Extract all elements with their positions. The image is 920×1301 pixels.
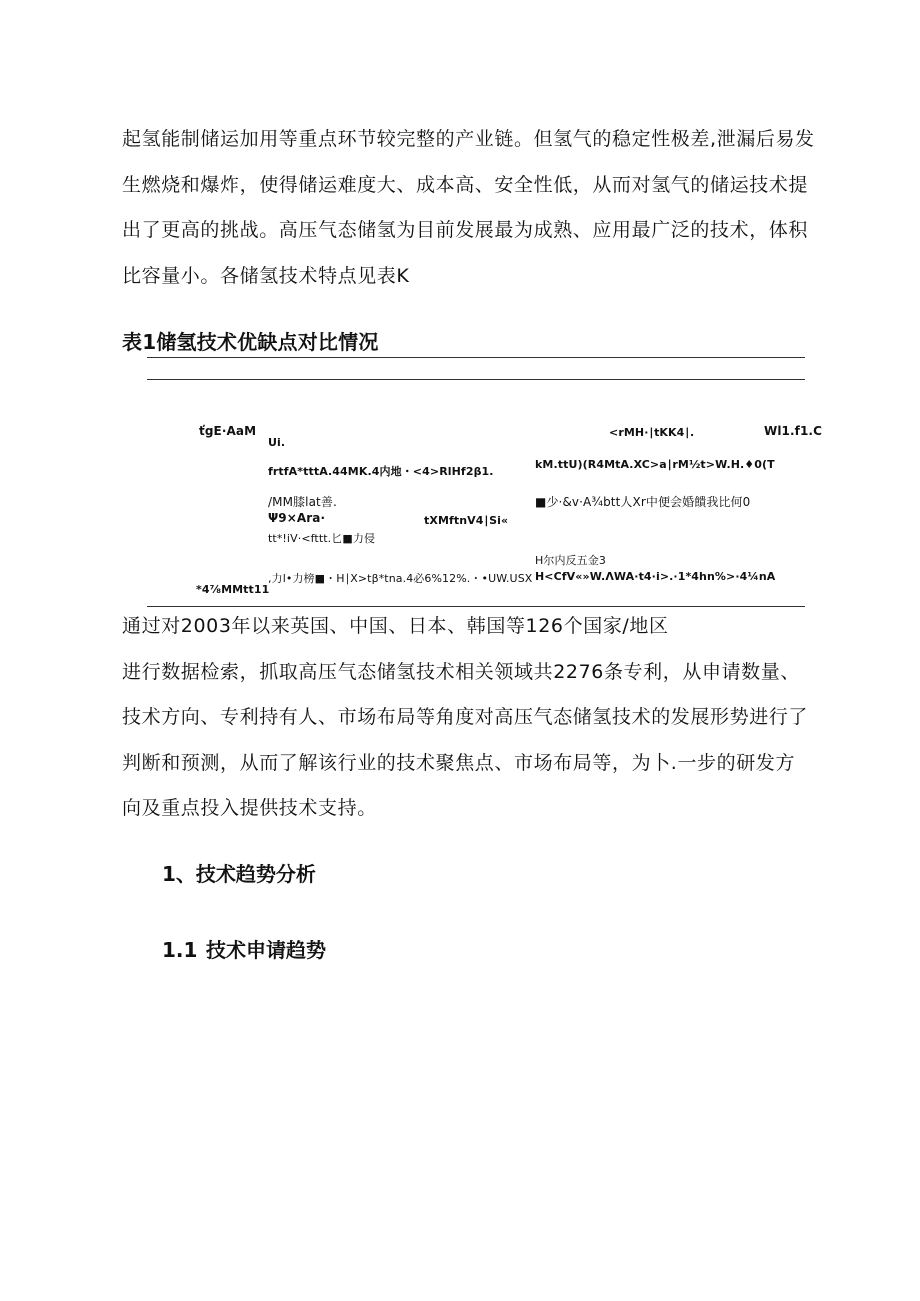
table-cell: *4⅞MMtt11 bbox=[196, 583, 270, 596]
table-header-rule bbox=[147, 379, 805, 380]
paragraph-line: 比容量小。各储氢技术特点见表K bbox=[122, 264, 410, 287]
section-number: 1、 bbox=[162, 862, 196, 886]
subsection-number: 1.1 bbox=[162, 938, 198, 962]
table-cell: ■少·&v·A¾btt人Xr中便会婚饋我比何0 bbox=[535, 495, 751, 509]
intro-paragraph bbox=[122, 117, 822, 299]
table-cell: Wl1.f1.C bbox=[764, 424, 822, 438]
paragraph-line: 向及重点投入提供技术支持。 bbox=[122, 797, 377, 819]
table-cell: H尔内反五金3 bbox=[535, 554, 606, 567]
table-cell: <rMH·∣tKK4∣. bbox=[609, 426, 695, 439]
paragraph-line: 判断和预测，从而了解该行业的技术聚焦点、市场布局等，为卜.一步的研发方 bbox=[122, 751, 796, 774]
paragraph-line: 出了更高的挑战。高压气态储氢为目前发展最为成熟、应用最广泛的技术，体积 bbox=[122, 219, 809, 241]
table-cell: Ui. bbox=[268, 436, 286, 449]
table-cell: Ψ9×Ara· bbox=[268, 511, 326, 525]
section-title: 技术趋势分析 bbox=[195, 862, 316, 886]
table-caption: 表1储氢技术优缺点对比情况 bbox=[122, 330, 379, 354]
paragraph-line: 技术方向、专利持有人、市场布局等角度对高压气态储氢技术的发展形势进行了 bbox=[122, 706, 809, 728]
section-heading bbox=[162, 858, 316, 887]
paragraph-line: 进行数据检索，抓取高压气态储氢技术相关领域共2276条专利，从申请数量、 bbox=[122, 660, 800, 683]
paragraph-line: 通过对2003年以来英国、中国、日本、韩国等126个国家/地区 bbox=[122, 615, 669, 637]
table-cell: tXMftnV4∣Si« bbox=[424, 514, 509, 527]
paragraph-line: 起氢能制储运加用等重点环节较完整的产业链。但氢气的稳定性极差,泄漏后易发 bbox=[122, 128, 815, 150]
table-cell: ťgE·AaM bbox=[199, 424, 257, 438]
subsection-heading bbox=[162, 934, 326, 963]
table-cell: /MM膝lat善. bbox=[268, 495, 337, 509]
method-paragraph bbox=[122, 604, 822, 832]
subsection-title: 技术申请趋势 bbox=[206, 938, 326, 962]
paragraph-line: 生燃烧和爆炸，使得储运难度大、成本高、安全性低，从而对氢气的储运技术提 bbox=[122, 173, 809, 196]
table-top-rule bbox=[147, 357, 805, 358]
table-cell: H<CfV«»W.ΛWA·t4·i>.·1*4hn%>·4¼nA bbox=[535, 570, 776, 583]
table-cell: kM.ttU)(R4MtA.XC>a∣rM½t>W.H.♦0(T bbox=[535, 458, 775, 471]
table-cell: frtfA*tttA.44MK.4内地・<4>RlHf2β1. bbox=[268, 465, 494, 478]
table-cell: ,力l•力榜■・H∣X>tβ*tna.4必6%12%.・•UW.USX bbox=[268, 572, 533, 585]
table-cell: tt*!iV·<fttt.匕■力侵 bbox=[268, 532, 376, 545]
